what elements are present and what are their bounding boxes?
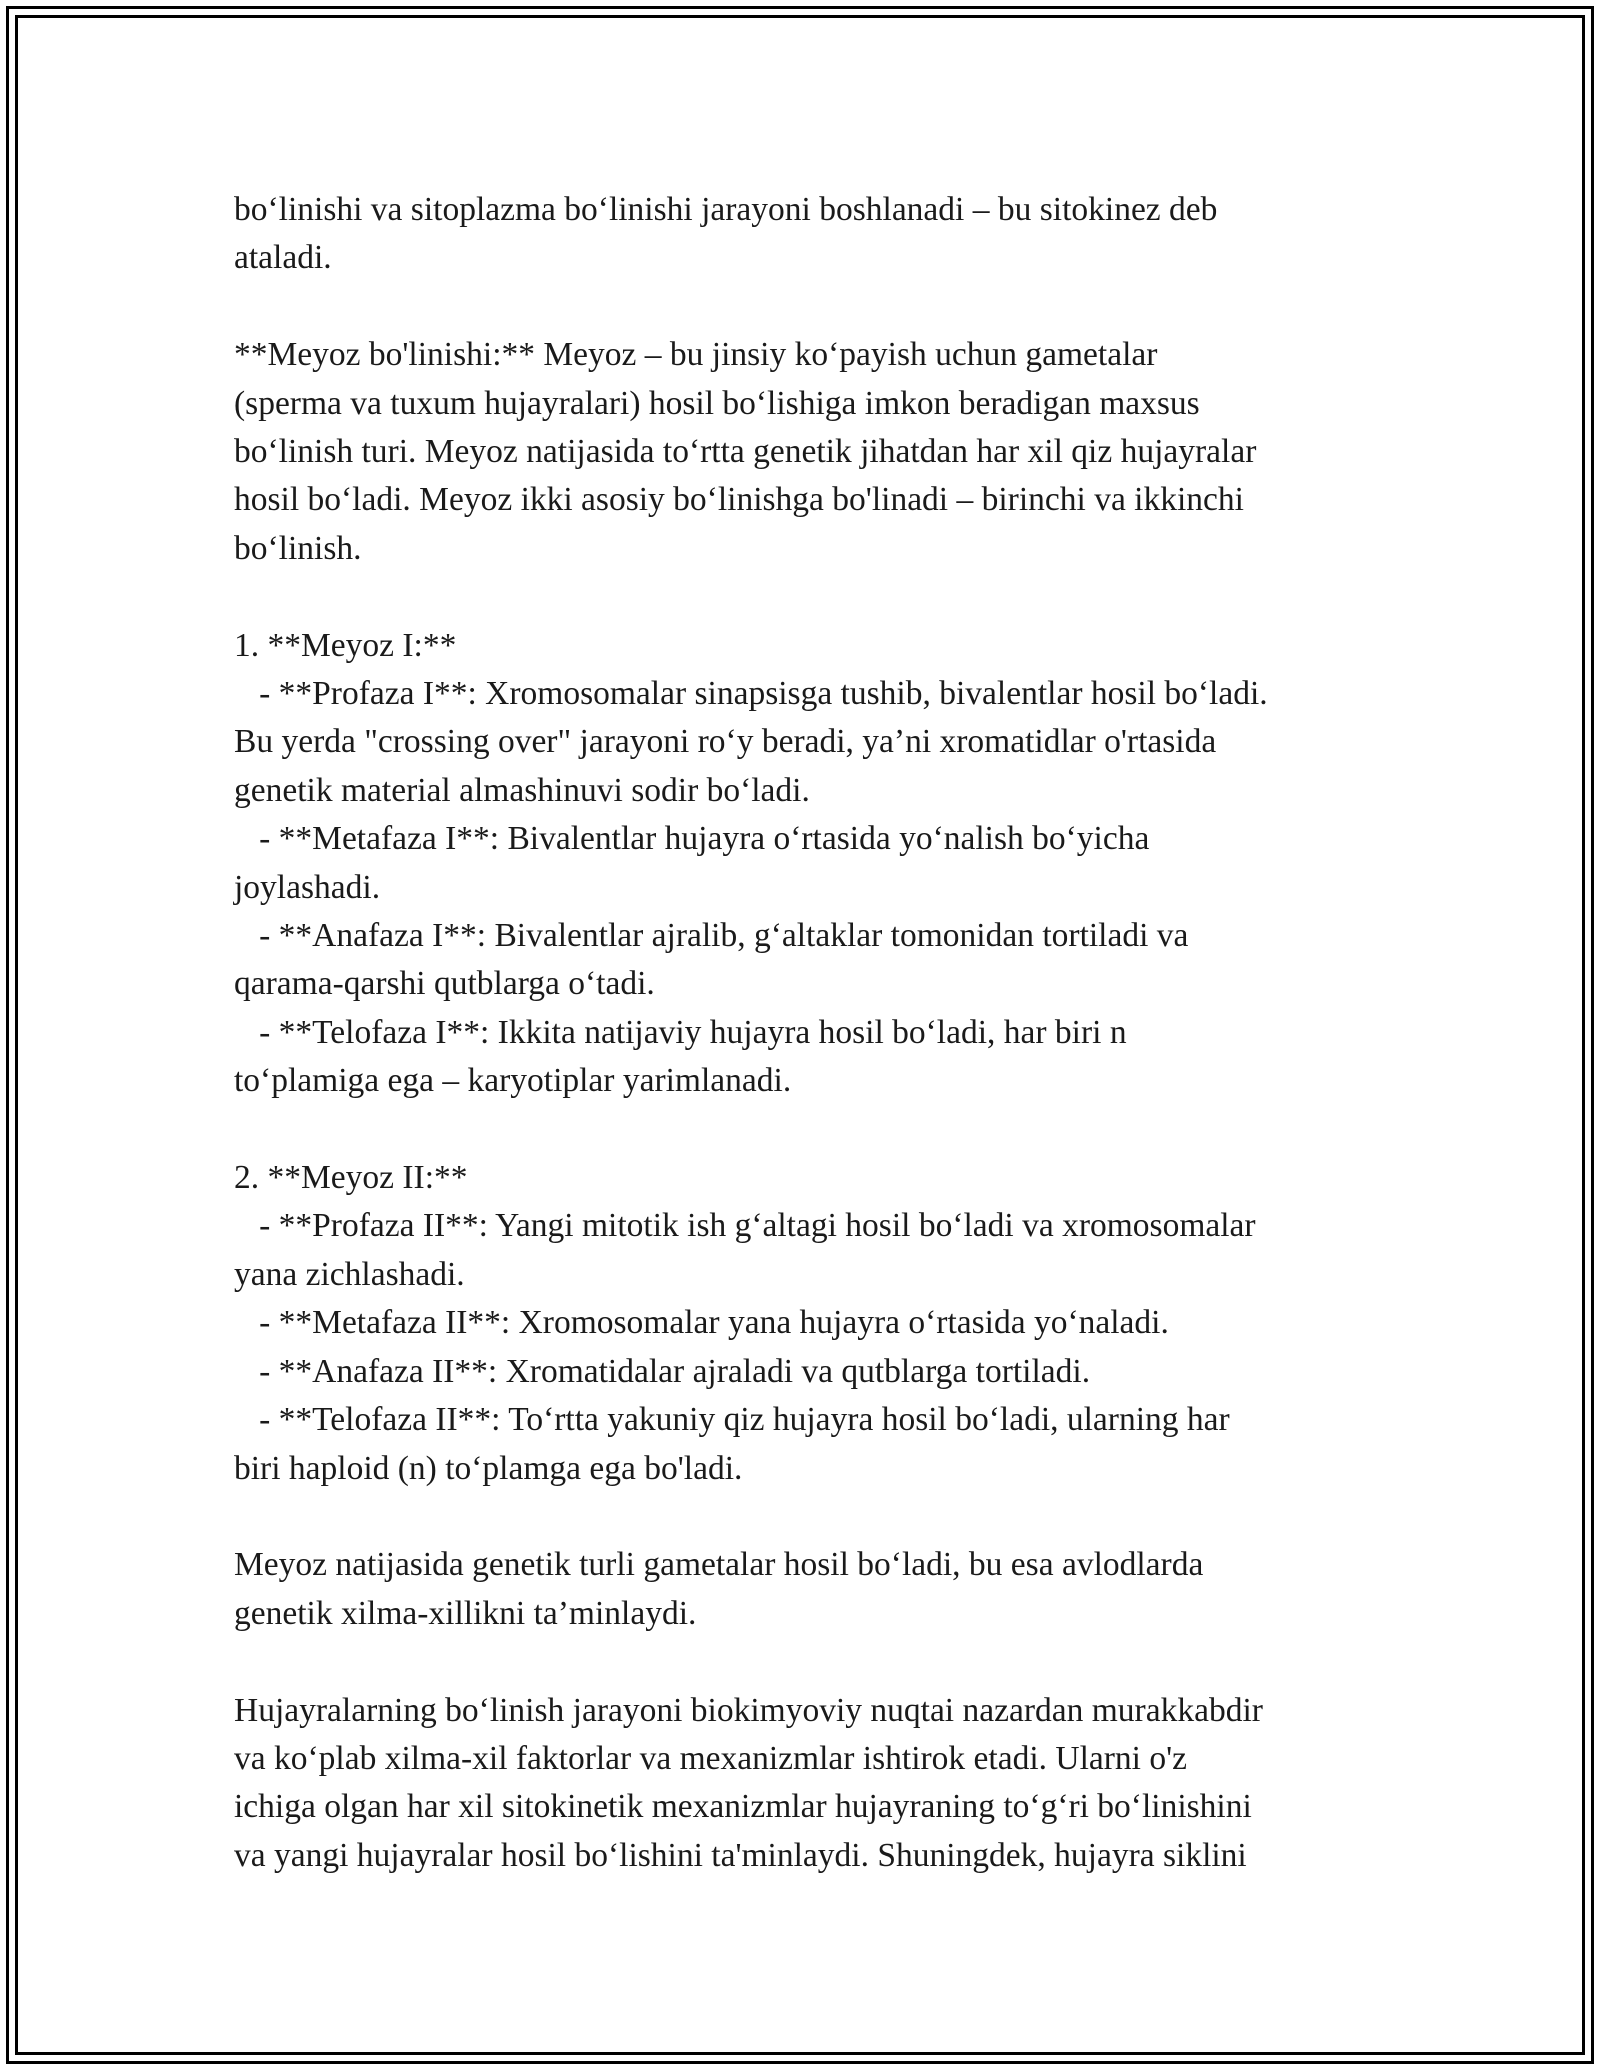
text-line: Bu yerda "crossing over" jarayoni ro‘y beradi, ya’ni xromatidlar o'rtasida — [234, 723, 1217, 761]
text-line: - **Telofaza I**: Ikkita natijaviy hujayra hosil bo‘ladi, har biri n — [234, 1013, 1127, 1051]
text-line: - **Metafaza I**: Bivalentlar hujayra o‘rtasida yo‘nalish bo‘yicha — [234, 820, 1150, 858]
text-line: va yangi hujayralar hosil bo‘lishini ta'minlaydi. Shuningdek, hujayra siklini — [234, 1836, 1247, 1874]
text-line: hosil bo‘ladi. Meyoz ikki asosiy bo‘linishga bo'linadi – birinchi va ikkinchi — [234, 481, 1244, 519]
text-line: (sperma va tuxum hujayralari) hosil bo‘lishiga imkon beradigan maxsus — [234, 384, 1200, 422]
text-line: to‘plamiga ega – karyotiplar yarimlanadi. — [234, 1062, 792, 1100]
text-line: 1. **Meyoz I:** — [234, 626, 457, 664]
text-line: ataladi. — [234, 239, 332, 277]
blank-line — [234, 1106, 1394, 1154]
text-line: bo‘linishi va sitoplazma bo‘linishi jarayoni boshlanadi – bu sitokinez deb — [234, 191, 1218, 228]
text-line: genetik material almashinuvi sodir bo‘ladi. — [234, 771, 810, 809]
document-body — [234, 186, 1394, 1880]
text-line: - **Anafaza I**: Bivalentlar ajralib, g‘altaklar tomonidan tortiladi va — [234, 917, 1189, 955]
text-line: - **Profaza II**: Yangi mitotik ish g‘altagi hosil bo‘ladi va xromosomalar — [234, 1207, 1256, 1245]
text-line: biri haploid (n) to‘plamga ega bo'ladi. — [234, 1449, 743, 1487]
text-line: yana zichlashadi. — [234, 1255, 465, 1293]
text-line: ichiga olgan har xil sitokinetik mexanizmlar hujayraning to‘g‘ri bo‘linishini — [234, 1788, 1252, 1826]
text-line: **Meyoz bo'linishi:** Meyoz – bu jinsiy ko‘payish uchun gametalar — [234, 336, 1158, 374]
blank-line — [234, 573, 1394, 621]
blank-line — [234, 283, 1394, 331]
text-line: Meyoz natijasida genetik turli gametalar hosil bo‘ladi, bu esa avlodlarda — [234, 1546, 1204, 1584]
blank-line — [234, 1493, 1394, 1541]
text-line: genetik xilma-xillikni ta’minlaydi. — [234, 1594, 697, 1632]
text-line: bo‘linish turi. Meyoz natijasida to‘rtta genetik jihatdan har xil qiz hujayralar — [234, 433, 1257, 471]
text-line: va ko‘plab xilma-xil faktorlar va mexanizmlar ishtirok etadi. Ularni o'z — [234, 1739, 1188, 1777]
text-line: - **Telofaza II**: To‘rtta yakuniy qiz hujayra hosil bo‘ladi, ularning har — [234, 1401, 1230, 1439]
text-line: Hujayralarning bo‘linish jarayoni biokimyoviy nuqtai nazardan murakkabdir — [234, 1691, 1263, 1729]
text-line: - **Metafaza II**: Xromosomalar yana hujayra o‘rtasida yo‘naladi. — [234, 1304, 1169, 1342]
text-line: - **Profaza I**: Xromosomalar sinapsisga tushib, bivalentlar hosil bo‘ladi. — [234, 675, 1268, 713]
text-line: joylashadi. — [234, 868, 381, 906]
text-line: qarama-qarshi qutblarga o‘tadi. — [234, 965, 655, 1003]
text-line: 2. **Meyoz II:** — [234, 1159, 468, 1197]
text-line: bo‘linish. — [234, 529, 362, 567]
blank-line — [234, 1638, 1394, 1686]
text-line: - **Anafaza II**: Xromatidalar ajraladi va qutblarga tortiladi. — [234, 1352, 1091, 1390]
